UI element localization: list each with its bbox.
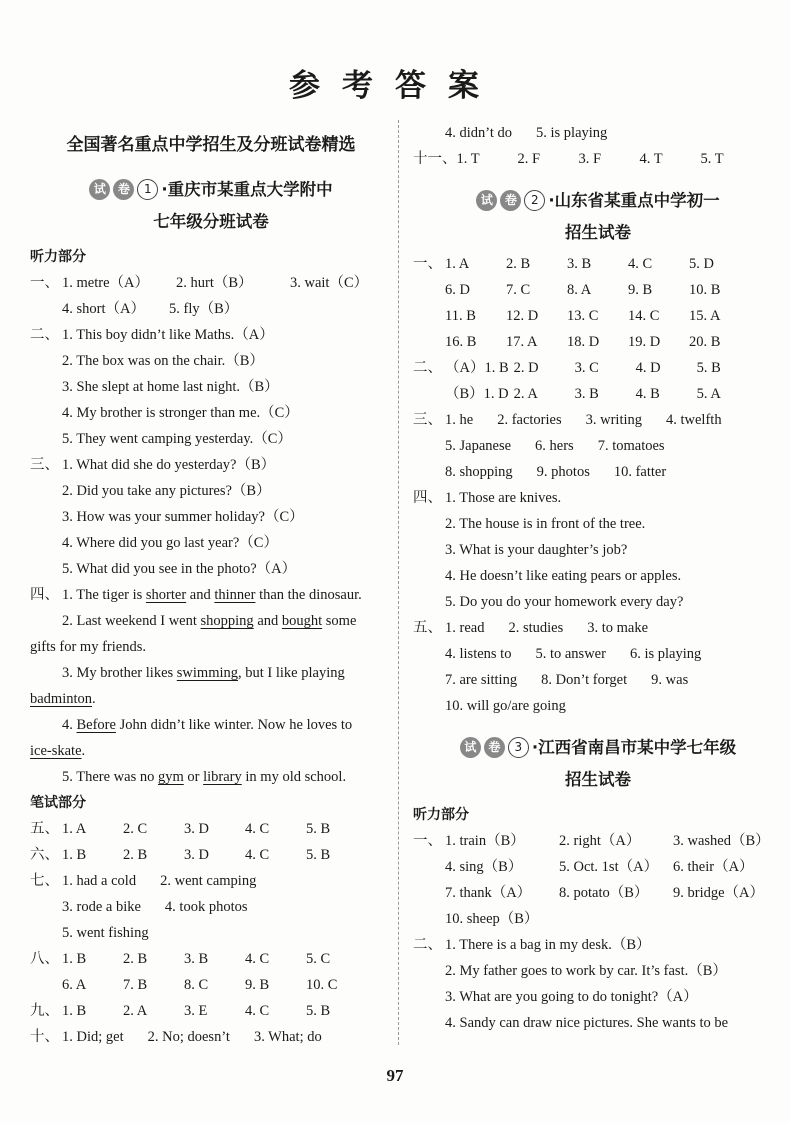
answer-item: 5. Japanese [445,438,512,454]
answer-item: 5. B [306,821,331,837]
answer-item: 2. No; doesn’t [147,1029,230,1045]
part-heading: 听力部分 [413,807,469,823]
answer-item: 10. will go/are going [445,698,566,714]
answer-item: 3. She slept at home last night.（B） [62,379,279,395]
answer-item: 2. hurt（B） [176,275,253,291]
answer-line [413,459,783,485]
answer-text: 2. Last weekend I went [62,613,201,629]
answer-item: 1. he [445,412,474,428]
paper-header-title: ·山东省某重点中学初一 [548,191,720,210]
answer-item: 7. B [123,977,148,993]
answer-text: 5. There was no [62,769,158,785]
answer-item: 4. didn’t do [445,125,512,141]
answer-line [30,530,392,556]
answer-item: 6. hers [535,438,574,454]
answer-item: 4. C [628,256,653,272]
answer-item: 5. to answer [535,646,606,662]
answer-item: 9. B [245,977,270,993]
answer-item: 9. was [651,672,689,688]
question-number: 六、 [30,847,59,863]
answer-item: 3. B [184,951,209,967]
answer-item: 4. B [635,386,660,402]
answer-item: 4. Sandy can draw nice pictures. She wants to be [445,1015,729,1031]
answer-line [413,511,783,537]
answer-item: 4. C [245,951,270,967]
answer-item: 2. A [513,386,538,402]
answer-item: 4. He doesn’t like eating pears or apples. [445,568,682,584]
question-number: 一、 [413,833,442,849]
answer-line [413,485,783,511]
answer-item [62,660,345,686]
answer-text: or [183,769,204,785]
answer-item: 2. went camping [160,873,257,889]
underlined-answer: bought [281,613,323,629]
answer-item: 12. D [506,308,539,324]
answer-item: 1. What did she do yesterday?（B） [62,457,276,473]
answer-line [413,932,783,958]
answer-item: 2. B [123,951,148,967]
question-number: 二、 [30,327,59,343]
paper-number-badge: 3 [508,737,529,758]
answer-line [30,1024,392,1050]
underlined-answer: badminton [30,691,93,707]
paper-header-title: ·江西省南昌市某中学七年级 [531,738,737,757]
answer-item: 4. C [245,821,270,837]
answer-line [413,615,783,641]
answer-item: 4. D [635,360,661,376]
answer-item: 7. C [506,282,531,298]
answer-line [30,764,392,790]
answer-line [413,433,783,459]
paper-subtitle: 七年级分班试卷 [153,212,269,231]
paper-badge-icon: 试 [460,737,481,758]
answer-item: 3. C [574,360,599,376]
answer-item: 7. tomatoes [597,438,665,454]
answer-line [413,277,783,303]
part-heading: 笔试部分 [30,795,86,811]
answer-item: 19. D [628,334,661,350]
paper-header [413,733,783,763]
answer-item: 3. to make [587,620,649,636]
answer-item: 10. fatter [613,464,667,480]
answer-line [413,303,783,329]
answer-item: 4. sing（B） [445,859,523,875]
answer-line [413,828,783,854]
answer-item: 3. What; do [253,1029,322,1045]
question-number: 一、 [413,256,442,272]
answer-item: 1. metre（A） [62,275,149,291]
answer-item: 13. C [567,308,599,324]
paper-header [413,186,783,216]
answer-item [30,686,96,712]
answer-item: 1. Did; get [62,1029,124,1045]
underlined-answer: shopping [200,613,254,629]
answer-item: 6. their（A） [673,859,754,875]
question-number: 五、 [30,821,59,837]
answer-line [30,582,392,608]
section-title: 全国著名重点中学招生及分班试卷精选 [66,135,356,155]
answer-text: John didn’t like winter. Now he loves to [115,717,353,733]
answer-line [413,355,783,381]
answer-item: 2. The house is in front of the tree. [445,516,646,532]
answer-line [30,712,392,738]
answer-line [30,452,392,478]
answer-item: 8. C [184,977,209,993]
answer-item: 15. A [689,308,721,324]
paper-badge-icon: 试 [476,190,497,211]
question-number: 二、 [413,937,442,953]
answer-line [413,880,783,906]
answer-line [30,478,392,504]
answer-item: 6. is playing [629,646,702,662]
answer-item: 1. A [445,256,470,272]
answer-item: 4. C [245,1003,270,1019]
answer-item: 4. My brother is stronger than me.（C） [62,405,299,421]
answer-line [30,816,392,842]
answer-line [413,589,783,615]
answer-line [30,296,392,322]
answer-line [30,894,392,920]
answer-item: 5. T [700,151,724,167]
answer-line [30,946,392,972]
answer-line [413,1010,783,1036]
answer-item: 4. twelfth [666,412,722,428]
answer-item: 2. right（A） [559,833,641,849]
paper-header [30,175,392,205]
answer-item: 17. A [506,334,538,350]
answer-item: 1. B [62,1003,87,1019]
answer-line [30,868,392,894]
answer-item [30,738,85,764]
answer-item: 16. B [445,334,477,350]
answer-text: than the dinosaur. [255,587,362,603]
answer-item: 6. A [62,977,87,993]
answer-line [413,381,783,407]
answer-line [30,738,392,764]
answer-item: 8. shopping [445,464,513,480]
answer-item: （B）1. D [445,386,509,402]
column-divider [398,120,399,1045]
question-number: 四、 [30,587,59,603]
answer-item: 4. C [245,847,270,863]
answer-line [413,958,783,984]
question-number: 九、 [30,1003,59,1019]
paper-badge-icon: 试 [89,179,110,200]
answer-item: 3. wait（C） [290,275,369,291]
page-number: 97 [386,1066,404,1085]
paper-badge-icon: 卷 [484,737,505,758]
answer-item: 5. fly（B） [168,301,239,317]
answer-item: 18. D [567,334,600,350]
answer-item [62,608,356,634]
answer-item: 3. How was your summer holiday?（C） [62,509,304,525]
answer-line [413,407,783,433]
paper-subtitle: 招生试卷 [565,223,631,242]
answer-line [30,608,392,634]
answer-item: 2. D [513,360,539,376]
answer-item: 3. writing [585,412,642,428]
answer-item: 5. Oct. 1st（A） [559,859,659,875]
answer-item: 5. What did you see in the photo?（A） [62,561,297,577]
question-number: 十一、 [413,151,457,167]
answer-item: 8. A [567,282,592,298]
answer-text: 4. [62,717,77,733]
answer-item: 1. T [456,151,480,167]
answer-line [413,641,783,667]
answer-item: 1. B [62,951,87,967]
answer-item: 9. B [628,282,653,298]
paper-header-title: ·重庆市某重点大学附中 [161,180,333,199]
answer-text: . [81,743,86,759]
underlined-answer: swimming [176,665,239,681]
answer-line [413,329,783,355]
answer-item [62,712,352,738]
question-number: 三、 [30,457,59,473]
answer-item: 3. D [184,847,209,863]
answer-item: 2. My father goes to work by car. It’s fast.（B） [445,963,727,979]
answer-item: 8. potato（B） [559,885,649,901]
question-number: 五、 [413,620,442,636]
part-heading: 听力部分 [30,249,86,265]
answer-line [413,667,783,693]
underlined-answer: library [203,769,242,785]
answer-line [413,693,783,719]
answer-text: some [322,613,357,629]
answer-line [30,504,392,530]
answer-item: 3. D [184,821,209,837]
answer-item: 4. T [639,151,663,167]
answer-text: . [92,691,96,707]
answer-item: 7. thank（A） [445,885,532,901]
answer-item: 2. studies [508,620,564,636]
question-number: 一、 [30,275,59,291]
answer-item: 10. sheep（B） [445,911,539,927]
answer-line [413,984,783,1010]
answer-text: and [186,587,215,603]
paper-subtitle: 招生试卷 [565,770,631,789]
answer-line [30,660,392,686]
answer-item: 14. C [628,308,660,324]
answer-item: 11. B [445,308,476,324]
answer-line [30,556,392,582]
answer-item: 3. E [184,1003,208,1019]
answer-line [30,972,392,998]
answer-item: 4. took photos [164,899,248,915]
answer-item: 5. went fishing [62,925,149,941]
answer-item: 1. This boy didn’t like Maths.（A） [62,327,274,343]
question-number: 八、 [30,951,59,967]
answer-item: 3. What are you going to do tonight?（A） [445,989,698,1005]
answer-line [413,120,783,146]
answer-line [413,537,783,563]
question-number: 四、 [413,490,442,506]
page-title: 参考答案 [289,68,501,104]
answer-item: gifts for my friends. [30,639,146,655]
answer-text: 1. The tiger is [62,587,146,603]
answer-line [30,686,392,712]
answer-item: 10. B [689,282,721,298]
answer-item: 1. Those are knives. [445,490,562,506]
answer-item: 1. B [62,847,87,863]
answer-item: 3. B [574,386,599,402]
answer-line [413,251,783,277]
answer-item: 5. C [306,951,331,967]
answer-line [30,374,392,400]
answer-item: 2. factories [497,412,562,428]
answer-item: 5. A [696,386,721,402]
answer-line [30,920,392,946]
answer-item: 5. B [306,847,331,863]
answer-item: 3. B [567,256,592,272]
paper-number-badge: 2 [524,190,545,211]
answer-item: （A）1. B [445,360,509,376]
question-number: 七、 [30,873,59,889]
answer-text: and [253,613,282,629]
answer-item: 3. F [578,151,602,167]
answer-item: 4. Where did you go last year?（C） [62,535,278,551]
answer-line [30,348,392,374]
answer-item: 1. had a cold [62,873,137,889]
paper-number-badge: 1 [137,179,158,200]
answer-item: 5. B [696,360,721,376]
answer-item: 5. Do you do your homework every day? [445,594,684,610]
answer-item: 2. The box was on the chair.（B） [62,353,264,369]
answer-item: 3. rode a bike [62,899,141,915]
answer-item [62,764,346,790]
answer-text: in my old school. [241,769,347,785]
answer-item: 5. D [689,256,714,272]
answer-item: 8. Don’t forget [541,672,628,688]
answer-item: 2. A [123,1003,148,1019]
answer-item: 6. D [445,282,470,298]
answer-item: 2. C [123,821,148,837]
answer-text: , but I like playing [238,665,345,681]
answer-item: 5. is playing [536,125,608,141]
answer-item: 1. A [62,821,87,837]
answer-item: 1. read [445,620,485,636]
underlined-answer: gym [157,769,184,785]
answer-item: 4. short（A） [62,301,145,317]
underlined-answer: shorter [145,587,187,603]
answer-line [30,322,392,348]
underlined-answer: thinner [214,587,256,603]
answer-line [30,270,392,296]
answer-item: 1. train（B） [445,833,525,849]
answer-item: 2. B [123,847,148,863]
answer-item: 2. Did you take any pictures?（B） [62,483,271,499]
answer-item: 4. listens to [445,646,512,662]
right-column [413,120,783,1036]
answer-line [30,400,392,426]
answer-item: 3. washed（B） [673,833,770,849]
answer-line [413,854,783,880]
underlined-answer: ice-skate [30,743,82,759]
answer-line [413,146,783,172]
answer-item: 9. bridge（A） [673,885,765,901]
answer-line [30,998,392,1024]
answer-item: 10. C [306,977,338,993]
question-number: 十、 [30,1029,59,1045]
answer-item: 20. B [689,334,721,350]
answer-line [30,842,392,868]
left-column [30,130,392,1050]
question-number: 二、 [413,360,442,376]
answer-line [413,563,783,589]
paper-badge-icon: 卷 [113,179,134,200]
answer-item: 2. B [506,256,531,272]
answer-item: 5. They went camping yesterday.（C） [62,431,292,447]
answer-item [62,582,362,608]
answer-item: 5. B [306,1003,331,1019]
question-number: 三、 [413,412,442,428]
answer-item: 9. photos [536,464,590,480]
answer-item: 1. There is a bag in my desk.（B） [445,937,651,953]
answer-item: 2. F [517,151,541,167]
answer-line [30,634,392,660]
answer-item: 3. What is your daughter’s job? [445,542,628,558]
answer-item: 7. are sitting [445,672,518,688]
answer-line [413,906,783,932]
paper-badge-icon: 卷 [500,190,521,211]
answer-line [30,426,392,452]
underlined-answer: Before [76,717,116,733]
answer-text: 3. My brother likes [62,665,177,681]
